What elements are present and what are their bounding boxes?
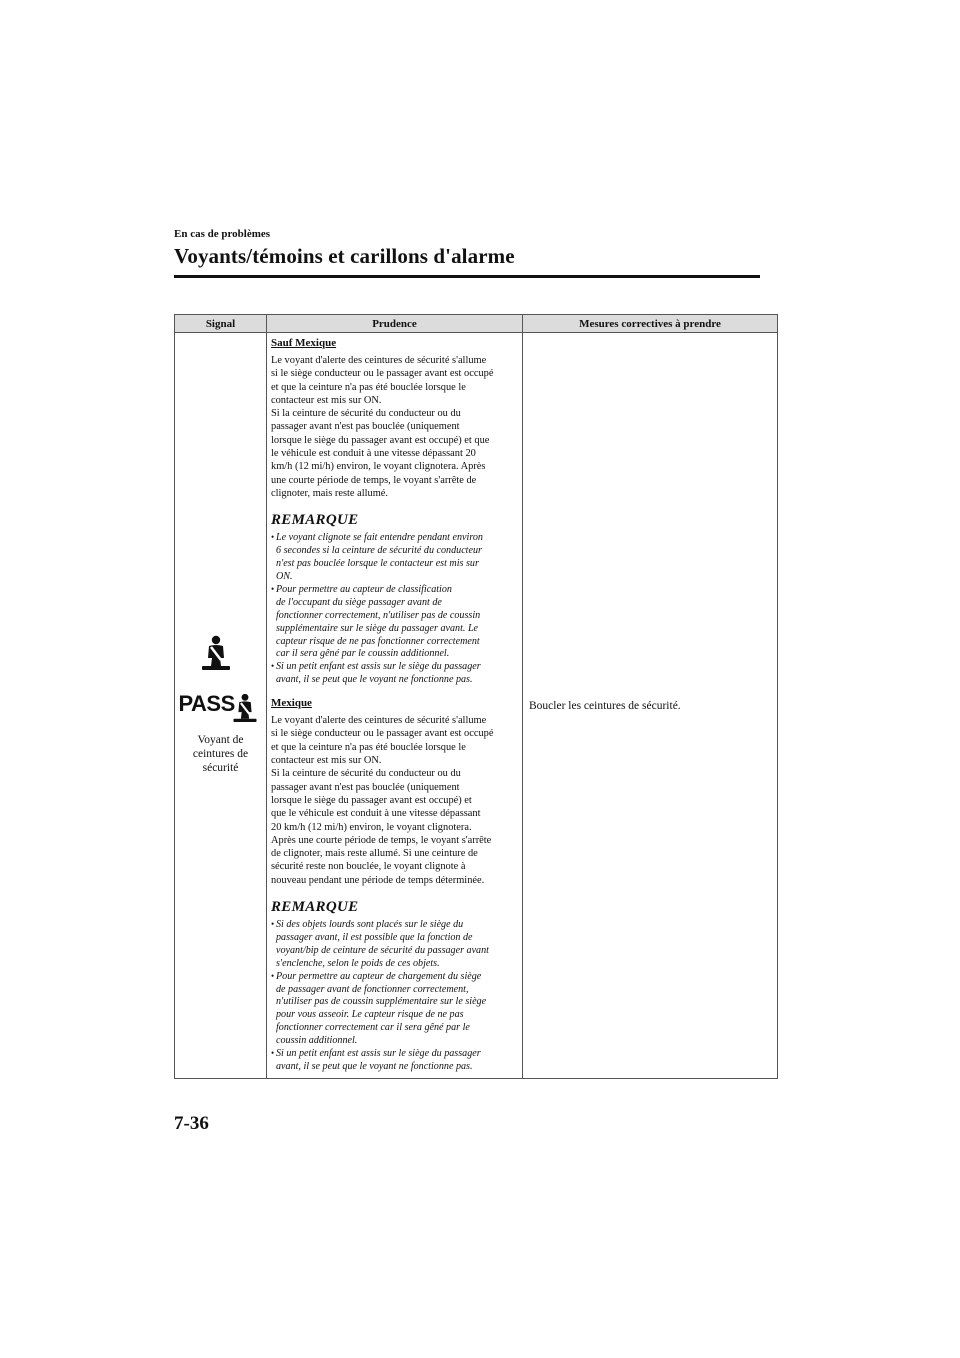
table-header-row xyxy=(175,315,778,333)
signal-name-line: Voyant de xyxy=(197,734,244,747)
column-header-signal: Signal xyxy=(175,315,267,333)
region-heading-except-mexico: Sauf Mexique xyxy=(271,337,337,349)
note-heading: REMARQUE xyxy=(271,512,359,529)
table-row xyxy=(175,333,778,1079)
list-item: • Si un petit enfant est assis sur le siège du passager avant, il se peut que le voyant ne fonctionne pas. xyxy=(271,661,481,686)
prudence-cell xyxy=(267,333,523,1079)
list-item: • Pour permettre au capteur de classification de l'occupant du siège passager avant de fonctionner correctement, n'utiliser pas de coussin supplémentaire sur le siège du passager avant. Le capteur risque de ne pas fonctionner correctement car il sera gêné par le coussin additionnel. xyxy=(271,583,481,660)
note-heading: REMARQUE xyxy=(271,899,359,915)
page-number: 7-36 xyxy=(174,1113,209,1134)
column-header-prudence: Prudence xyxy=(267,315,523,333)
section-label: En cas de problèmes xyxy=(174,228,271,240)
signal-cell xyxy=(175,333,267,1079)
caution-paragraph: Le voyant d'alerte des ceintures de sécurité s'allume si le siège conducteur ou le passager avant est occupé et que la ceinture n'a pas été bouclée lorsque le contacteur est mis sur ON. Si la ceinture de sécurité du conducteur ou du passager avant n'est pas bouclée (uniquement lorsque le siège du passager avant est occupé) et que le véhicule est conduit à une vitesse dépassant 20 km/h (12 mi/h) environ, le voyant clignotera. Après une courte période de temps, le voyant s'arrête de clignoter, mais reste allumé. Si une ceinture de sécurité reste non bouclée, le voyant clignote à nouveau pendant une période de temps déterminée. xyxy=(271,715,494,886)
mesures-cell xyxy=(523,333,778,1079)
list-item: • Pour permettre au capteur de chargement du siège de passager avant de fonctionner correctement, n'utiliser pas de coussin supplémentaire sur le siège pour vous asseoir. Le capteur risque de ne pas fonctionner correctement car il sera gêné par le coussin additionnel. xyxy=(271,970,487,1047)
region-heading-mexico: Mexique xyxy=(271,697,312,710)
column-header-mesures: Mesures correctives à prendre xyxy=(523,315,778,333)
signal-icons xyxy=(179,635,263,731)
seatbelt-warning-icon xyxy=(199,635,233,671)
list-item: • Le voyant clignote se fait entendre pendant environ 6 secondes si la ceinture de sécurité du conducteur n'est pas bouclée lorsque le contacteur est mis sur ON. xyxy=(271,532,483,582)
pass-label: PASS xyxy=(178,691,235,717)
note-list xyxy=(271,919,516,1074)
signal-name xyxy=(176,733,265,775)
list-item: • Si un petit enfant est assis sur le siège du passager avant, il se peut que le voyant ne fonctionne pas. xyxy=(271,1048,481,1072)
page-title: Voyants/témoins et carillons d'alarme xyxy=(174,244,515,268)
corrective-action: Boucler les ceintures de sécurité. xyxy=(529,700,681,713)
note-list xyxy=(271,532,516,687)
caution-paragraph: Le voyant d'alerte des ceintures de sécurité s'allume si le siège conducteur ou le passager avant est occupé et que la ceinture n'a pas été bouclée lorsque le contacteur est mis sur ON. Si la ceinture de sécurité du conducteur ou du passager avant n'est pas bouclée (uniquement lorsque le siège du passager avant est occupé) et que le véhicule est conduit à une vitesse dépassant 20 km/h (12 mi/h) environ, le voyant clignotera. Après une courte période de temps, le voyant s'arrête de clignoter, mais reste allumé. xyxy=(271,355,494,499)
warning-table xyxy=(174,314,778,1079)
signal-name-line: sécurité xyxy=(202,762,239,775)
list-item: • Si des objets lourds sont placés sur le siège du passager avant, il est possible que la fonction de voyant/bip de ceinture de sécurité du passager avant s'enclenche, selon le poids de ces objets. xyxy=(271,919,489,969)
passenger-seatbelt-icon xyxy=(231,693,259,723)
title-divider xyxy=(174,275,760,278)
signal-name-line: ceintures de xyxy=(192,748,249,761)
